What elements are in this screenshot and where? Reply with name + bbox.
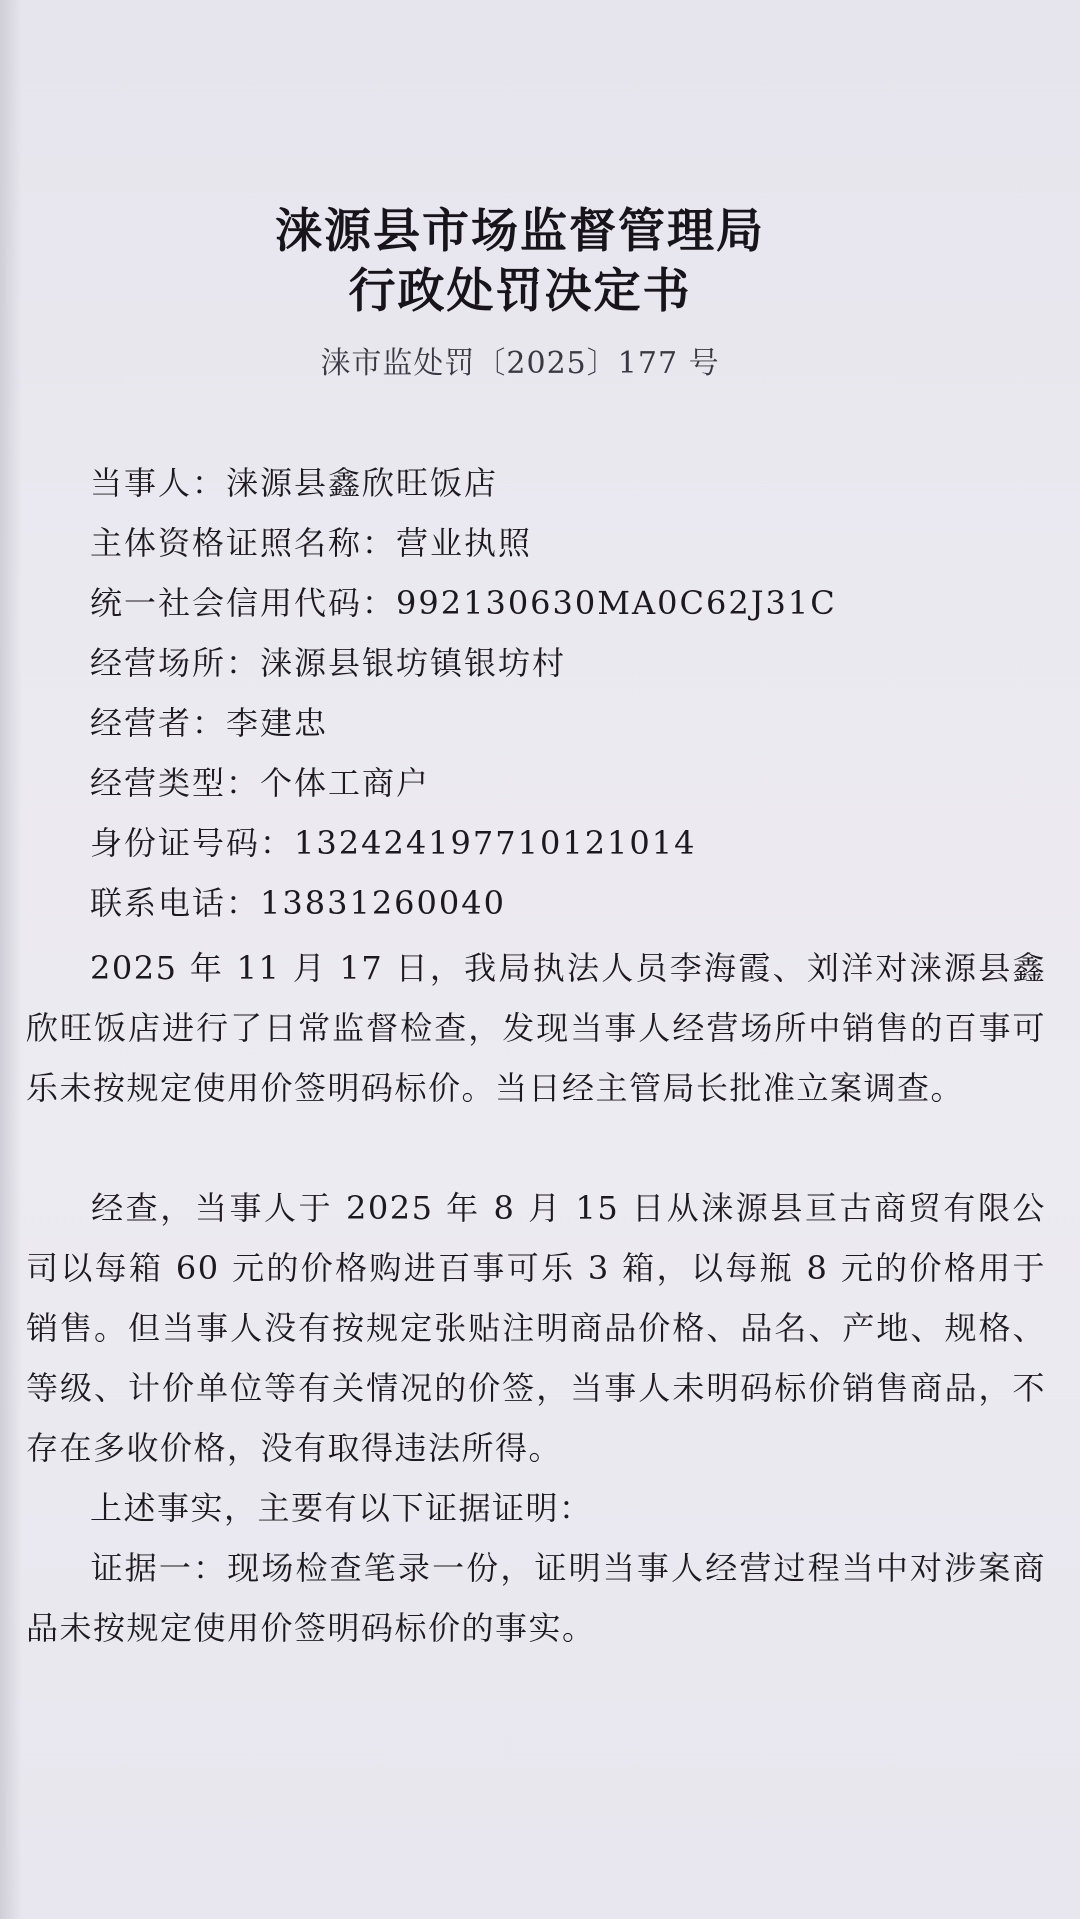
- field-label: 身份证号码：: [90, 824, 295, 862]
- field-value: 李建忠: [226, 704, 329, 742]
- paragraph-evidence-intro: [26, 1478, 1046, 1538]
- paragraph-text: 2025 年 11 月 17 日，我局执法人员李海霞、刘洋对涞源县鑫欣旺饭店进行了日常监督检查，发现当事人经营场所中销售的百事可乐未按规定使用价签明码标价。当日经主管局长批准立案调查。: [26, 949, 1046, 1107]
- document-number: 涞市监处罚〔2025〕177 号: [320, 346, 720, 381]
- field-credit-code: [90, 578, 837, 628]
- field-label: 经营场所：: [90, 644, 261, 682]
- field-value: 13831260040: [260, 884, 506, 922]
- field-label: 统一社会信用代码：: [90, 584, 397, 622]
- field-label: 经营类型：: [90, 764, 261, 802]
- field-label: 联系电话：: [90, 884, 261, 922]
- field-value: 个体工商户: [260, 764, 431, 802]
- field-id-number: [90, 818, 696, 868]
- document-title-type: 行政处罚决定书: [348, 264, 692, 319]
- field-label: 当事人：: [90, 464, 227, 502]
- field-value: 涞源县鑫欣旺饭店: [226, 464, 499, 502]
- paragraph-text: 经查，当事人于 2025 年 8 月 15 日从涞源县亘古商贸有限公司以每箱 60 元的价格购进百事可乐 3 箱，以每瓶 8 元的价格用于销售。但当事人没有按规定张贴注明商品价格、品名、产地、规格、等级、计价单位等有关情况的价签，当事人未明码标价销售商品，不存在多收价格，没有取得违法所得。: [26, 1189, 1046, 1467]
- paragraph-evidence-one: [26, 1538, 1046, 1658]
- field-value: 992130630MA0C62J31C: [396, 584, 837, 622]
- field-label: 经营者：: [90, 704, 227, 742]
- field-value: 132424197710121014: [294, 824, 697, 862]
- paragraph-text: 上述事实，主要有以下证据证明：: [90, 1489, 593, 1527]
- field-phone: [90, 878, 506, 928]
- field-party: [90, 458, 498, 508]
- document-title-agency: 涞源县市场监督管理局: [275, 204, 765, 259]
- field-operator: [90, 698, 328, 748]
- field-value: 涞源县银坊镇银坊村: [260, 644, 567, 682]
- field-license-name: [90, 518, 532, 568]
- field-label: 主体资格证照名称：: [90, 524, 397, 562]
- field-business-address: [90, 638, 566, 688]
- paragraph-inspection: [26, 938, 1046, 1118]
- field-business-type: [90, 758, 430, 808]
- paragraph-findings: [26, 1178, 1046, 1478]
- field-value: 营业执照: [396, 524, 533, 562]
- paragraph-text: 证据一：现场检查笔录一份，证明当事人经营过程当中对涉案商品未按规定使用价签明码标价的事实。: [26, 1549, 1046, 1647]
